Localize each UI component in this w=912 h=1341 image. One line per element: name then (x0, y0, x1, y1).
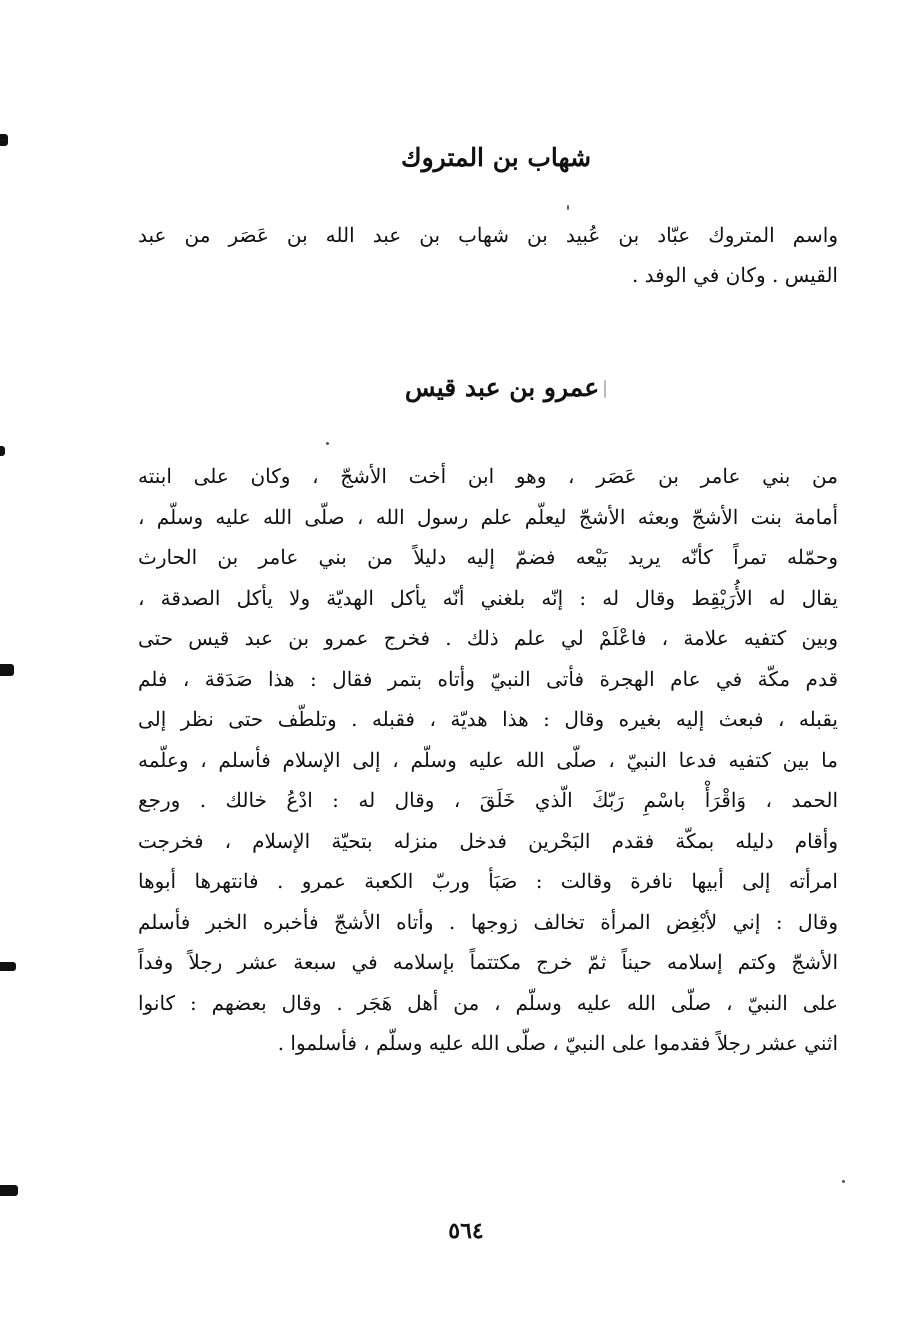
text-line: وحمّله تمراً كأنّه يريد بَيْعه فضمّ إليه دليلاً من بني عامر بن الحارث (138, 545, 838, 569)
text-line: الحمد ، وَاقْرَأْ باسْمِ رَبّكَ الّذي خَلَقَ ، وقال له : ادْعُ خالك . ورجع (138, 788, 838, 812)
paragraph-amr (138, 456, 838, 1064)
text-line: وأقام دليله بمكّة فقدم البَحْرين فدخل منزله بتحيّة الإسلام ، فخرجت (138, 828, 838, 853)
page-number: ٥٦٤ (448, 1218, 484, 1244)
text-line: يقال له الأُرَيْقِط وقال له : إنّه بلغني أنّه يأكل الهديّة ولا يأكل الصدقة ، (138, 585, 838, 610)
scan-artifact (567, 205, 569, 210)
text-line: قدم مكّة في عام الهجرة فأتى النبيّ وأتاه بتمر فقال : هذا صَدَقة ، فلم (138, 666, 838, 691)
text-line: الأشجّ وكتم إسلامه حيناً ثمّ خرج مكتتماً بإسلامه في سبعة عشر رجلاً وفداً (138, 950, 838, 974)
scan-artifact (326, 442, 329, 445)
text-line: على النبيّ ، صلّى الله عليه وسلّم ، من أهل هَجَر . وقال بعضهم : كانوا (138, 990, 838, 1015)
text-line: القيس . وكان في الوفد . (631, 263, 838, 287)
paragraph-shihab (138, 215, 838, 295)
section-heading-shihab: شهاب بن المتروك (400, 143, 592, 172)
binding-mark (0, 962, 16, 971)
section-heading-amr: عمرو بن عبد قيس (404, 373, 600, 402)
text-line: اثني عشر رجلاً فقدموا على النبيّ ، صلّى الله عليه وسلّم ، فأسلموا . (277, 1031, 838, 1055)
text-line: امرأته إلى أبيها نافرة وقالت : صَبَأ وربّ الكعبة عمرو . فانتهرها أبوها (138, 869, 838, 893)
binding-mark (0, 446, 5, 456)
text-line: ما بين كتفيه فدعا النبيّ ، صلّى الله عليه وسلّم ، إلى الإسلام فأسلم ، وعلّمه (138, 747, 838, 772)
scan-artifact (842, 1180, 845, 1183)
text-line: يقبله ، فبعث إليه بغيره وقال : هذا هديّة ، فقبله . وتلطّف حتى نظر إلى (138, 707, 838, 731)
text-line: أمامة بنت الأشجّ وبعثه الأشجّ ليعلّم علم رسول الله ، صلّى الله عليه وسلّم ، (138, 504, 838, 529)
binding-mark (0, 134, 8, 146)
text-line: من بني عامر بن عَصَر ، وهو ابن أخت الأشجّ ، وكان على ابنته (138, 464, 838, 488)
binding-mark (0, 664, 14, 676)
text-line: واسم المتروك عبّاد بن عُبيد بن شهاب بن عبد الله بن عَصَر من عبد (138, 223, 838, 247)
binding-mark (0, 1185, 18, 1196)
text-line: وبين كتفيه علامة ، فاعْلَمْ لي علم ذلك . فخرج عمرو بن عبد قيس حتى (138, 626, 838, 650)
text-line: وقال : إني لأبْغِض المرأة تخالف زوجها . وأتاه الأشجّ فأخبره الخبر فأسلم (138, 909, 838, 934)
